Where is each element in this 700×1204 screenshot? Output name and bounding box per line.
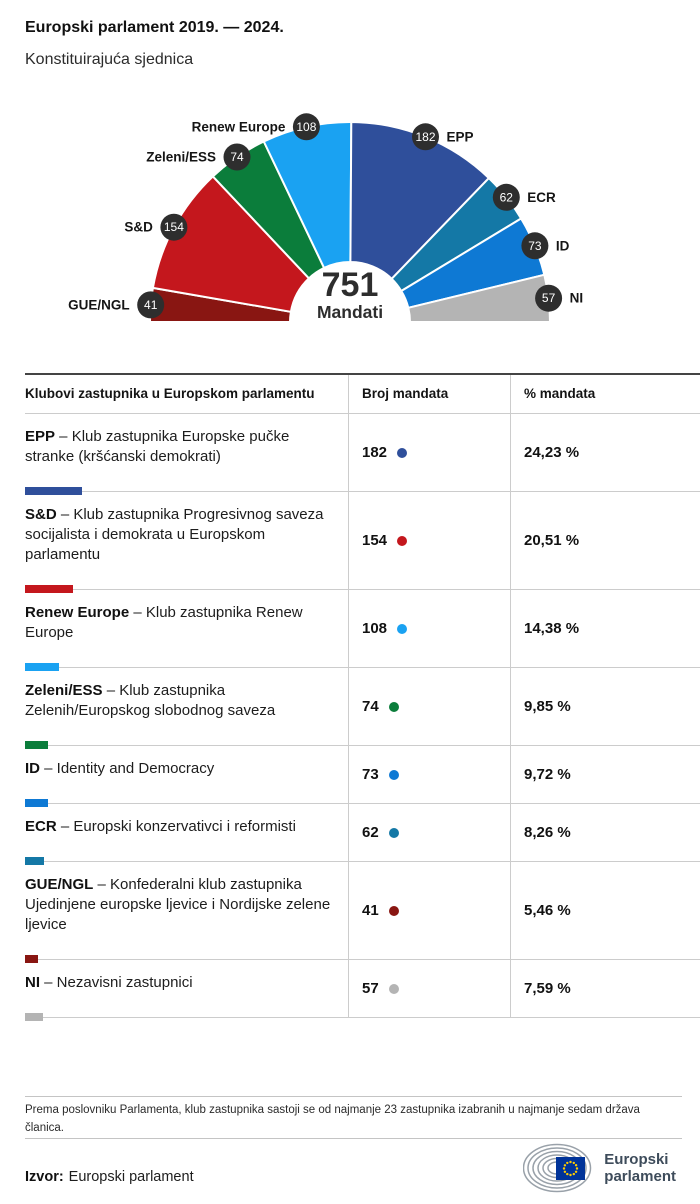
table-row bbox=[25, 668, 700, 746]
group-color-dot bbox=[389, 984, 399, 994]
group-abbr: ECR bbox=[25, 818, 57, 835]
source-line bbox=[25, 1169, 194, 1185]
seat-percentage: 9,72 % bbox=[524, 766, 571, 783]
group-abbr: Zeleni/ESS bbox=[25, 682, 103, 699]
group-color-dot bbox=[397, 624, 407, 634]
seat-badge-count-renew-europe: 108 bbox=[296, 119, 317, 134]
seat-percentage: 8,26 % bbox=[524, 824, 571, 841]
seat-percentage: 5,46 % bbox=[524, 902, 571, 919]
eu-flag-star bbox=[575, 1164, 577, 1166]
table-row bbox=[25, 862, 700, 960]
group-abbr: EPP bbox=[25, 428, 56, 445]
group-abbr: Renew Europe bbox=[25, 604, 130, 621]
eu-flag-star bbox=[570, 1161, 572, 1163]
ep-hemicycle-logo-icon bbox=[523, 1142, 595, 1194]
group-seat-bar bbox=[25, 1013, 43, 1021]
table-header-row bbox=[25, 373, 700, 414]
page-title: Europski parlament 2019. — 2024. bbox=[25, 19, 284, 36]
group-label-gue-ngl: GUE/NGL bbox=[68, 297, 130, 313]
seat-percentage: 7,59 % bbox=[524, 980, 571, 997]
seat-badge-count-ni: 57 bbox=[541, 291, 556, 306]
group-color-dot bbox=[389, 828, 399, 838]
logo-wordmark bbox=[604, 1151, 676, 1185]
group-description: ID – Identity and Democracy bbox=[25, 760, 215, 777]
seat-count: 57 bbox=[362, 980, 379, 997]
seat-percentage: 24,23 % bbox=[524, 444, 580, 461]
footer-divider-top bbox=[25, 1096, 682, 1097]
group-abbr: NI bbox=[25, 974, 40, 991]
seat-badge-count-id: 73 bbox=[528, 238, 542, 253]
group-description: ECR – Europski konzervativci i reformisti bbox=[25, 818, 296, 835]
group-description: S&D – Klub zastupnika Progresivnog saveza socijalista i demokrata u Europskom parlamentu bbox=[25, 506, 324, 563]
group-description: Renew Europe – Klub zastupnika Renew Europe bbox=[25, 604, 303, 641]
seat-count: 62 bbox=[362, 824, 379, 841]
group-label-ecr: ECR bbox=[527, 189, 556, 205]
group-color-dot bbox=[389, 770, 399, 780]
eu-flag-star bbox=[566, 1162, 568, 1164]
seat-count: 108 bbox=[362, 620, 388, 637]
total-seats-value: 751 bbox=[321, 266, 379, 304]
group-description: NI – Nezavisni zastupnici bbox=[25, 974, 193, 991]
logo-word-2: parlament bbox=[604, 1168, 676, 1185]
seat-percentage: 20,51 % bbox=[524, 532, 580, 549]
eu-flag-star bbox=[573, 1173, 575, 1175]
group-label-id: ID bbox=[555, 238, 570, 254]
group-label-zeleni-ess: Zeleni/ESS bbox=[146, 149, 216, 165]
eu-flag-star bbox=[564, 1171, 566, 1173]
eu-flag-star bbox=[566, 1173, 568, 1175]
seat-percentage: 14,38 % bbox=[524, 620, 580, 637]
groups-table bbox=[25, 373, 700, 1018]
hemicycle-chart bbox=[0, 100, 700, 345]
page-subtitle: Konstituirajuća sjednica bbox=[25, 51, 194, 68]
footnote: Prema poslovniku Parlamenta, klub zastupnika sastoji se od najmanje 23 zastupnika izabranih u najmanje sedam država članica. bbox=[25, 1104, 640, 1134]
group-label-renew-europe: Renew Europe bbox=[191, 119, 286, 135]
group-abbr: ID bbox=[25, 760, 40, 777]
table-row bbox=[25, 414, 700, 492]
total-seats-label: Mandati bbox=[316, 302, 384, 322]
logo-word-1: Europski bbox=[604, 1151, 669, 1168]
european-parliament-logo bbox=[523, 1142, 676, 1194]
group-label-ni: NI bbox=[569, 290, 584, 306]
table-row bbox=[25, 960, 700, 1018]
column-header-groups: Klubovi zastupnika u Europskom parlamentu bbox=[25, 386, 315, 401]
seat-badge-count-ecr: 62 bbox=[499, 190, 513, 205]
eu-flag-star bbox=[576, 1167, 578, 1169]
group-description: EPP – Klub zastupnika Europske pučke stranke (kršćanski demokrati) bbox=[25, 428, 290, 465]
table-row bbox=[25, 804, 700, 862]
group-abbr: GUE/NGL bbox=[25, 876, 94, 893]
seat-badge-count-zeleni-ess: 74 bbox=[230, 150, 244, 164]
eu-flag-star bbox=[564, 1164, 566, 1166]
source-text: Europski parlament bbox=[68, 1169, 194, 1185]
column-header-percent: % mandata bbox=[510, 375, 700, 413]
table-row bbox=[25, 590, 700, 668]
group-color-dot bbox=[397, 448, 407, 458]
seat-count: 154 bbox=[362, 532, 388, 549]
footer-divider-bottom bbox=[25, 1138, 682, 1139]
eu-flag-star bbox=[573, 1162, 575, 1164]
seat-percentage: 9,85 % bbox=[524, 698, 571, 715]
table-body bbox=[25, 414, 700, 1018]
group-label-s-d: S&D bbox=[124, 219, 153, 235]
group-description: Zeleni/ESS – Klub zastupnika Zelenih/Europskog slobodnog saveza bbox=[25, 682, 276, 719]
seat-count: 41 bbox=[362, 902, 379, 919]
seat-count: 74 bbox=[362, 698, 379, 715]
group-description: GUE/NGL – Konfederalni klub zastupnika Ujedinjene europske ljevice i Nordijske zelene ljevice bbox=[25, 876, 331, 933]
eu-flag-star bbox=[570, 1174, 572, 1176]
eu-flag-star bbox=[575, 1171, 577, 1173]
seat-badge-count-epp: 182 bbox=[415, 129, 436, 144]
eu-flag-icon bbox=[556, 1157, 585, 1180]
seat-count: 73 bbox=[362, 766, 379, 783]
seat-count: 182 bbox=[362, 444, 388, 461]
seat-badge-count-gue-ngl: 41 bbox=[144, 297, 158, 312]
table-row bbox=[25, 492, 700, 590]
table-row bbox=[25, 746, 700, 804]
group-color-dot bbox=[397, 536, 407, 546]
group-label-epp: EPP bbox=[446, 129, 474, 145]
column-header-seats: Broj mandata bbox=[348, 375, 510, 413]
source-label: Izvor: bbox=[25, 1169, 64, 1185]
seat-badge-count-s-d: 154 bbox=[163, 220, 184, 235]
group-abbr: S&D bbox=[25, 506, 57, 523]
eu-flag-star bbox=[563, 1167, 565, 1169]
group-color-dot bbox=[389, 702, 399, 712]
group-color-dot bbox=[389, 906, 399, 916]
